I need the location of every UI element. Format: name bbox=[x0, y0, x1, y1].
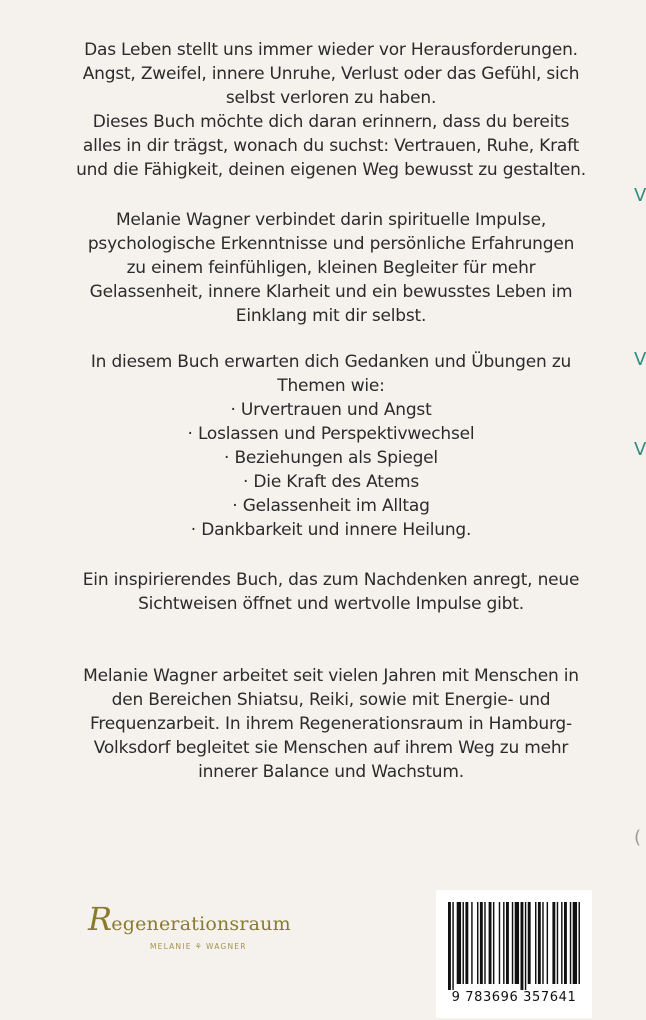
isbn-barcode bbox=[436, 890, 592, 1018]
barcode-bar bbox=[480, 902, 483, 984]
edge-decoration-mark: V bbox=[634, 349, 646, 370]
leaf-icon: ⚘ bbox=[194, 942, 204, 951]
barcode-bar bbox=[484, 902, 485, 984]
topic-item: · Die Kraft des Atems bbox=[243, 472, 419, 492]
bio-line: Melanie Wagner arbeitet seit vielen Jahren mit Menschen in bbox=[83, 666, 579, 686]
barcode-bar bbox=[557, 902, 558, 984]
barcode-bar bbox=[547, 902, 548, 984]
barcode-bar bbox=[477, 902, 478, 984]
logo-wordmark-rest: egenerationsraum bbox=[111, 913, 291, 935]
intro-line: Angst, Zweifel, innere Unruhe, Verlust oder das Gefühl, sich bbox=[82, 64, 580, 84]
barcode-bar bbox=[570, 902, 571, 984]
author-bio-paragraph bbox=[64, 664, 598, 784]
barcode-bar bbox=[452, 902, 453, 990]
barcode-bar bbox=[552, 902, 555, 984]
author-desc-line: zu einem feinfühligen, kleinen Begleiter für mehr bbox=[126, 258, 536, 278]
bio-line: Volksdorf begleitet sie Menschen auf ihrem Weg zu mehr bbox=[93, 738, 569, 758]
barcode-bar bbox=[535, 902, 536, 984]
barcode-bar bbox=[506, 902, 509, 984]
topic-item: · Loslassen und Perspektivwechsel bbox=[187, 424, 475, 444]
barcode-bar bbox=[463, 902, 464, 984]
intro-line: alles in dir trägst, wonach du suchst: Vertrauen, Ruhe, Kraft bbox=[82, 136, 580, 156]
edge-decoration-mark: ( bbox=[634, 827, 642, 848]
barcode-bar bbox=[525, 902, 526, 990]
logo-sub-left: MELANIE bbox=[150, 942, 192, 951]
barcode-bar bbox=[538, 902, 541, 984]
bio-line: Frequenzarbeit. In ihrem Regenerationsraum in Hamburg- bbox=[90, 714, 572, 734]
barcode-bar bbox=[465, 902, 468, 984]
summary-paragraph bbox=[64, 568, 598, 616]
intro-paragraph bbox=[64, 38, 598, 182]
barcode-bar bbox=[448, 902, 451, 990]
barcode-bar bbox=[528, 902, 531, 984]
barcode-bar bbox=[457, 902, 461, 984]
topic-item: · Dankbarkeit und innere Heilung. bbox=[190, 520, 472, 540]
intro-line: Das Leben stellt uns immer wieder vor Herausforderungen. bbox=[84, 40, 578, 60]
summary-line: Sichtweisen öffnet und wertvolle Impulse gibt. bbox=[138, 594, 524, 614]
intro-line: selbst verloren zu haben. bbox=[225, 88, 437, 108]
intro-line: und die Fähigkeit, deinen eigenen Weg bewusst zu gestalten. bbox=[76, 160, 586, 180]
barcode-bar bbox=[579, 902, 580, 984]
author-desc-line: Einklang mit dir selbst. bbox=[235, 306, 427, 326]
barcode-bar bbox=[471, 902, 472, 984]
regenerationsraum-logo bbox=[88, 900, 291, 956]
logo-sub-right: WAGNER bbox=[206, 942, 247, 951]
edge-decoration-mark: V bbox=[634, 439, 646, 460]
summary-line: Ein inspirierendes Buch, das zum Nachdenken anregt, neue bbox=[82, 570, 580, 590]
topics-intro-line: In diesem Buch erwarten dich Gedanken und Übungen zu bbox=[90, 352, 572, 372]
barcode-bar bbox=[499, 902, 500, 984]
author-desc-line: psychologische Erkenntnisse und persönliche Erfahrungen bbox=[87, 234, 575, 254]
intro-line: Dieses Buch möchte dich daran erinnern, dass du bereits bbox=[92, 112, 570, 132]
barcode-bar bbox=[503, 902, 504, 984]
barcode-bar bbox=[493, 902, 494, 984]
bio-line: den Bereichen Shiatsu, Reiki, sowie mit Energie- und bbox=[111, 690, 551, 710]
logo-wordmark bbox=[88, 900, 291, 938]
barcode-bar bbox=[515, 902, 519, 984]
barcode-bar bbox=[561, 902, 562, 984]
bio-line: innerer Balance und Wachstum. bbox=[198, 762, 464, 782]
barcode-bar bbox=[573, 902, 577, 984]
author-description-paragraph bbox=[64, 208, 598, 328]
author-desc-line: Melanie Wagner verbindet darin spirituelle Impulse, bbox=[115, 210, 547, 230]
barcode-bar bbox=[489, 902, 492, 984]
topics-intro-line: Themen wie: bbox=[277, 376, 385, 396]
logo-initial: R bbox=[88, 900, 113, 938]
logo-subline bbox=[150, 942, 247, 951]
isbn-number: 9 783696 357641 bbox=[451, 990, 577, 1005]
barcode-bar bbox=[521, 902, 524, 990]
barcode-bar bbox=[512, 902, 513, 984]
author-desc-line: Gelassenheit, innere Klarheit und ein bewusstes Leben im bbox=[89, 282, 573, 302]
barcode-bar bbox=[542, 902, 543, 984]
topics-paragraph bbox=[64, 350, 598, 542]
barcode-bar bbox=[564, 902, 567, 984]
barcode-bars bbox=[448, 902, 580, 990]
topic-item: · Beziehungen als Spiegel bbox=[224, 448, 438, 468]
edge-decoration-mark: V bbox=[634, 185, 646, 206]
topic-item: · Urvertrauen und Angst bbox=[230, 400, 432, 420]
topic-item: · Gelassenheit im Alltag bbox=[232, 496, 430, 516]
